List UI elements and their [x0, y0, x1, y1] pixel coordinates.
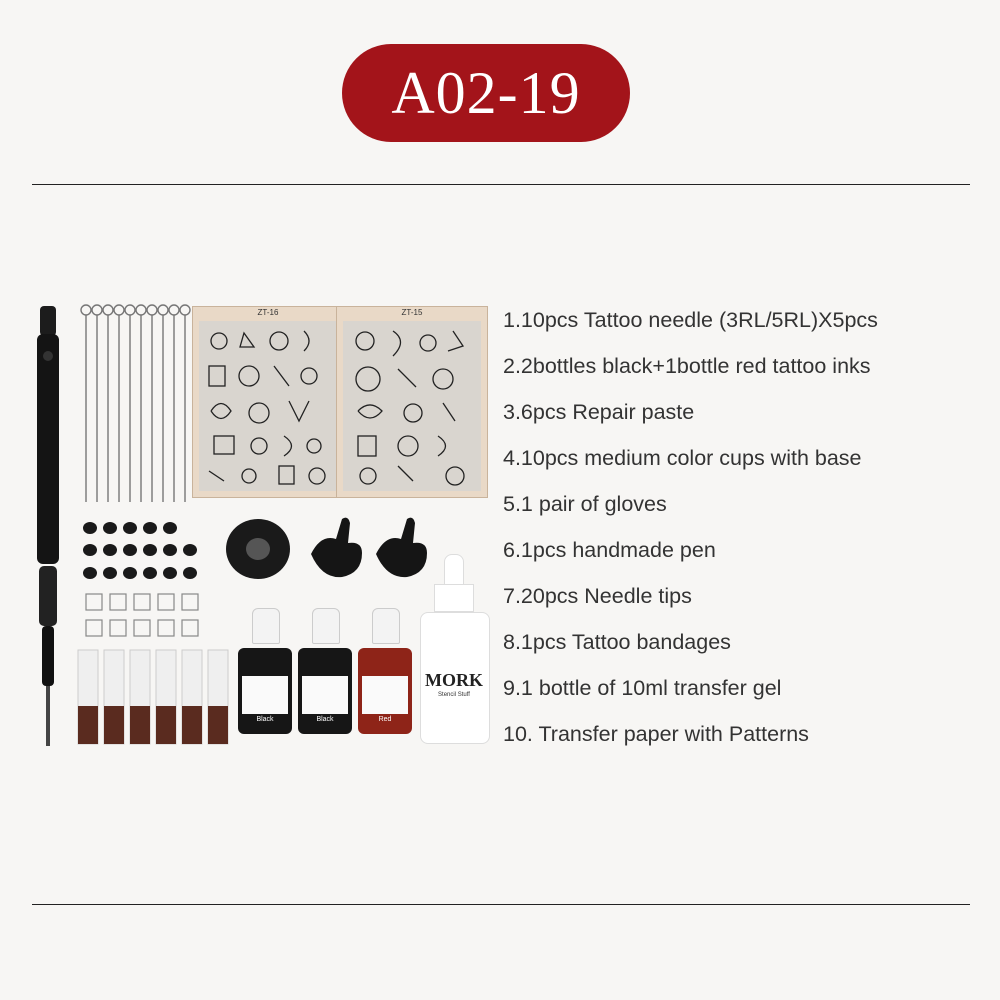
list-item: 9.1 bottle of 10ml transfer gel — [503, 676, 782, 700]
ink-bottle — [236, 608, 294, 736]
ink-bottle-label: Black — [256, 716, 274, 723]
repair-paste-icon — [74, 648, 234, 748]
ink-bottle — [356, 608, 414, 736]
sheet-code: ZT-16 — [257, 308, 279, 317]
list-item: 7.20pcs Needle tips — [503, 584, 692, 608]
tattoo-pattern-icon — [343, 321, 481, 491]
list-item: 4.10pcs medium color cups with base — [503, 446, 862, 470]
tattoo-needles-icon — [78, 302, 193, 512]
product-code-badge — [342, 44, 630, 142]
list-item: 8.1pcs Tattoo bandages — [503, 630, 731, 654]
needle-tips-icon — [80, 518, 220, 588]
list-item: 3.6pcs Repair paste — [503, 400, 695, 424]
product-code: A02-19 — [391, 59, 581, 126]
transfer-gel-bottle — [416, 554, 492, 744]
list-item: 2.2bottles black+1bottle red tattoo inks — [503, 354, 871, 378]
transfer-paper-sheet — [192, 306, 344, 498]
bottom-divider — [32, 904, 970, 905]
top-divider — [32, 184, 970, 185]
bandage-roll-icon — [222, 514, 302, 584]
product-image — [30, 296, 500, 766]
tattoo-pattern-icon — [199, 321, 337, 491]
ink-bottle-label: Black — [316, 716, 334, 723]
transfer-paper-sheet — [336, 306, 488, 498]
list-item: 6.1pcs handmade pen — [503, 538, 716, 562]
list-item: 1.10pcs Tattoo needle (3RL/5RL)X5pcs — [503, 308, 878, 332]
sheet-code: ZT-15 — [401, 308, 423, 317]
gel-subtitle: Stencil Stuff — [438, 692, 470, 698]
tattoo-pen-icon — [30, 296, 80, 756]
feature-list — [503, 297, 878, 757]
color-cups-icon — [82, 592, 212, 642]
gel-brand: MORK — [425, 670, 483, 690]
list-item: 10. Transfer paper with Patterns — [503, 722, 809, 746]
ink-bottle-label: Red — [378, 716, 392, 723]
ink-bottle — [296, 608, 354, 736]
list-item: 5.1 pair of gloves — [503, 492, 667, 516]
